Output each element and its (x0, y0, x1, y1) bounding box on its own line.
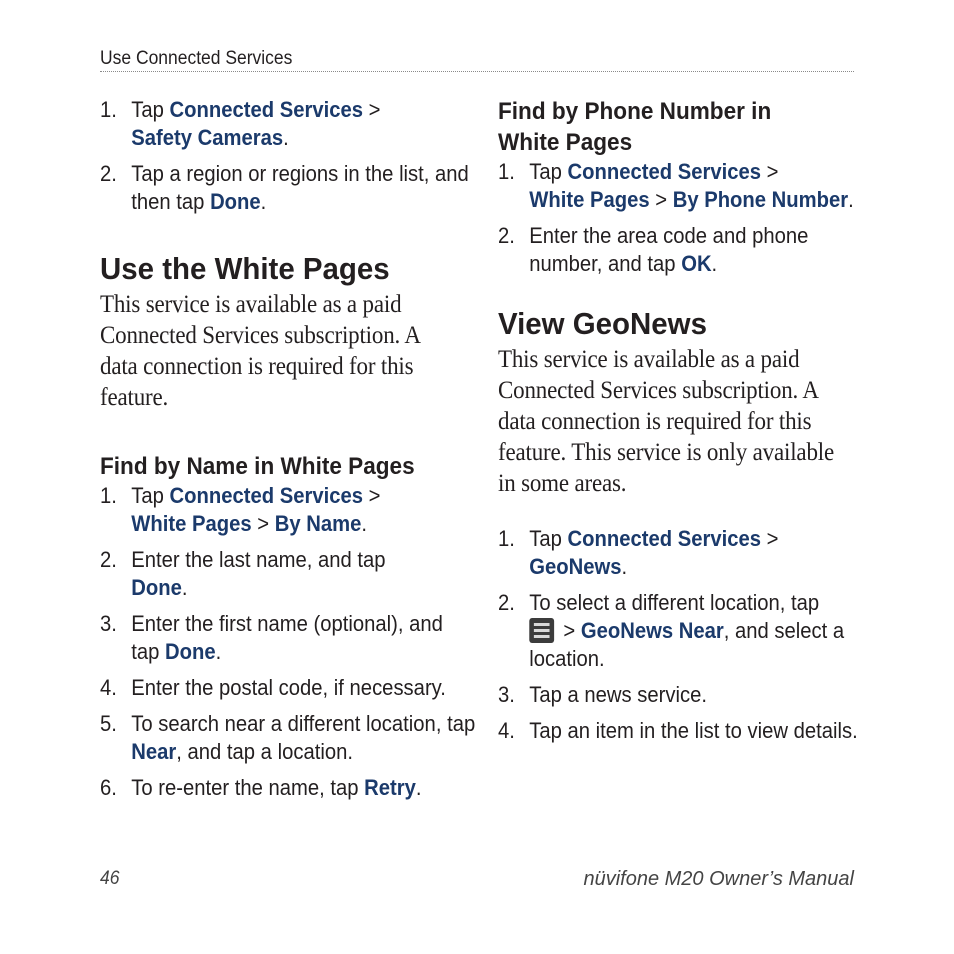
list-item: 2. Enter the last name, and tap Done. (100, 547, 386, 600)
page-number: 46 (100, 868, 120, 889)
list-item: 4. Tap an item in the list to view details. (498, 718, 858, 743)
list-item: 3. Enter the first name (optional), and tap Done. (100, 611, 443, 664)
section-body-geonews: This service is available as a paid Connected Services subscription. A data connection is required for this feature. This service is only available in some areas. (498, 346, 835, 497)
section-title-white-pages: Use the White Pages (100, 251, 390, 286)
menu-icon (529, 618, 554, 643)
list-item: 2. To select a different location, tap > GeoNews Near, and select a location. (498, 590, 845, 671)
section-title-geonews: View GeoNews (498, 306, 707, 341)
list-item: 4. Enter the postal code, if necessary. (100, 675, 446, 700)
safety-camera-steps (100, 96, 469, 216)
list-item: 2. Enter the area code and phone number, and tap OK. (498, 223, 809, 276)
right-column (498, 96, 858, 753)
section-body-white-pages: This service is available as a paid Connected Services subscription. A data connection is required for this feature. (100, 291, 420, 411)
list-item: 1. Tap Connected Services > Safety Cameras. (100, 97, 381, 150)
list-item: 5. To search near a different location, tap Near, and tap a location. (100, 711, 476, 764)
geonews-steps (498, 525, 858, 745)
list-item: 1. Tap Connected Services > White Pages > By Name. (100, 483, 381, 536)
list-item: 6. To re-enter the name, tap Retry. (100, 775, 422, 800)
header-rule (100, 71, 854, 72)
manual-title: nüvifone M20 Owner’s Manual (583, 868, 854, 890)
list-item: 2. Tap a region or regions in the list, and then tap Done. (100, 161, 469, 214)
subsection-title-find-by-phone: Find by Phone Number in White Pages (498, 98, 772, 156)
find-by-name-steps (100, 482, 476, 802)
running-head: Use Connected Services (100, 48, 293, 69)
list-item: 3. Tap a news service. (498, 682, 708, 707)
list-item: 1. Tap Connected Services > White Pages > By Phone Number. (498, 159, 854, 212)
find-by-phone-steps (498, 158, 858, 278)
subsection-title-find-by-name: Find by Name in White Pages (100, 453, 415, 480)
list-item: 1. Tap Connected Services > GeoNews. (498, 526, 779, 579)
left-column (100, 96, 476, 810)
